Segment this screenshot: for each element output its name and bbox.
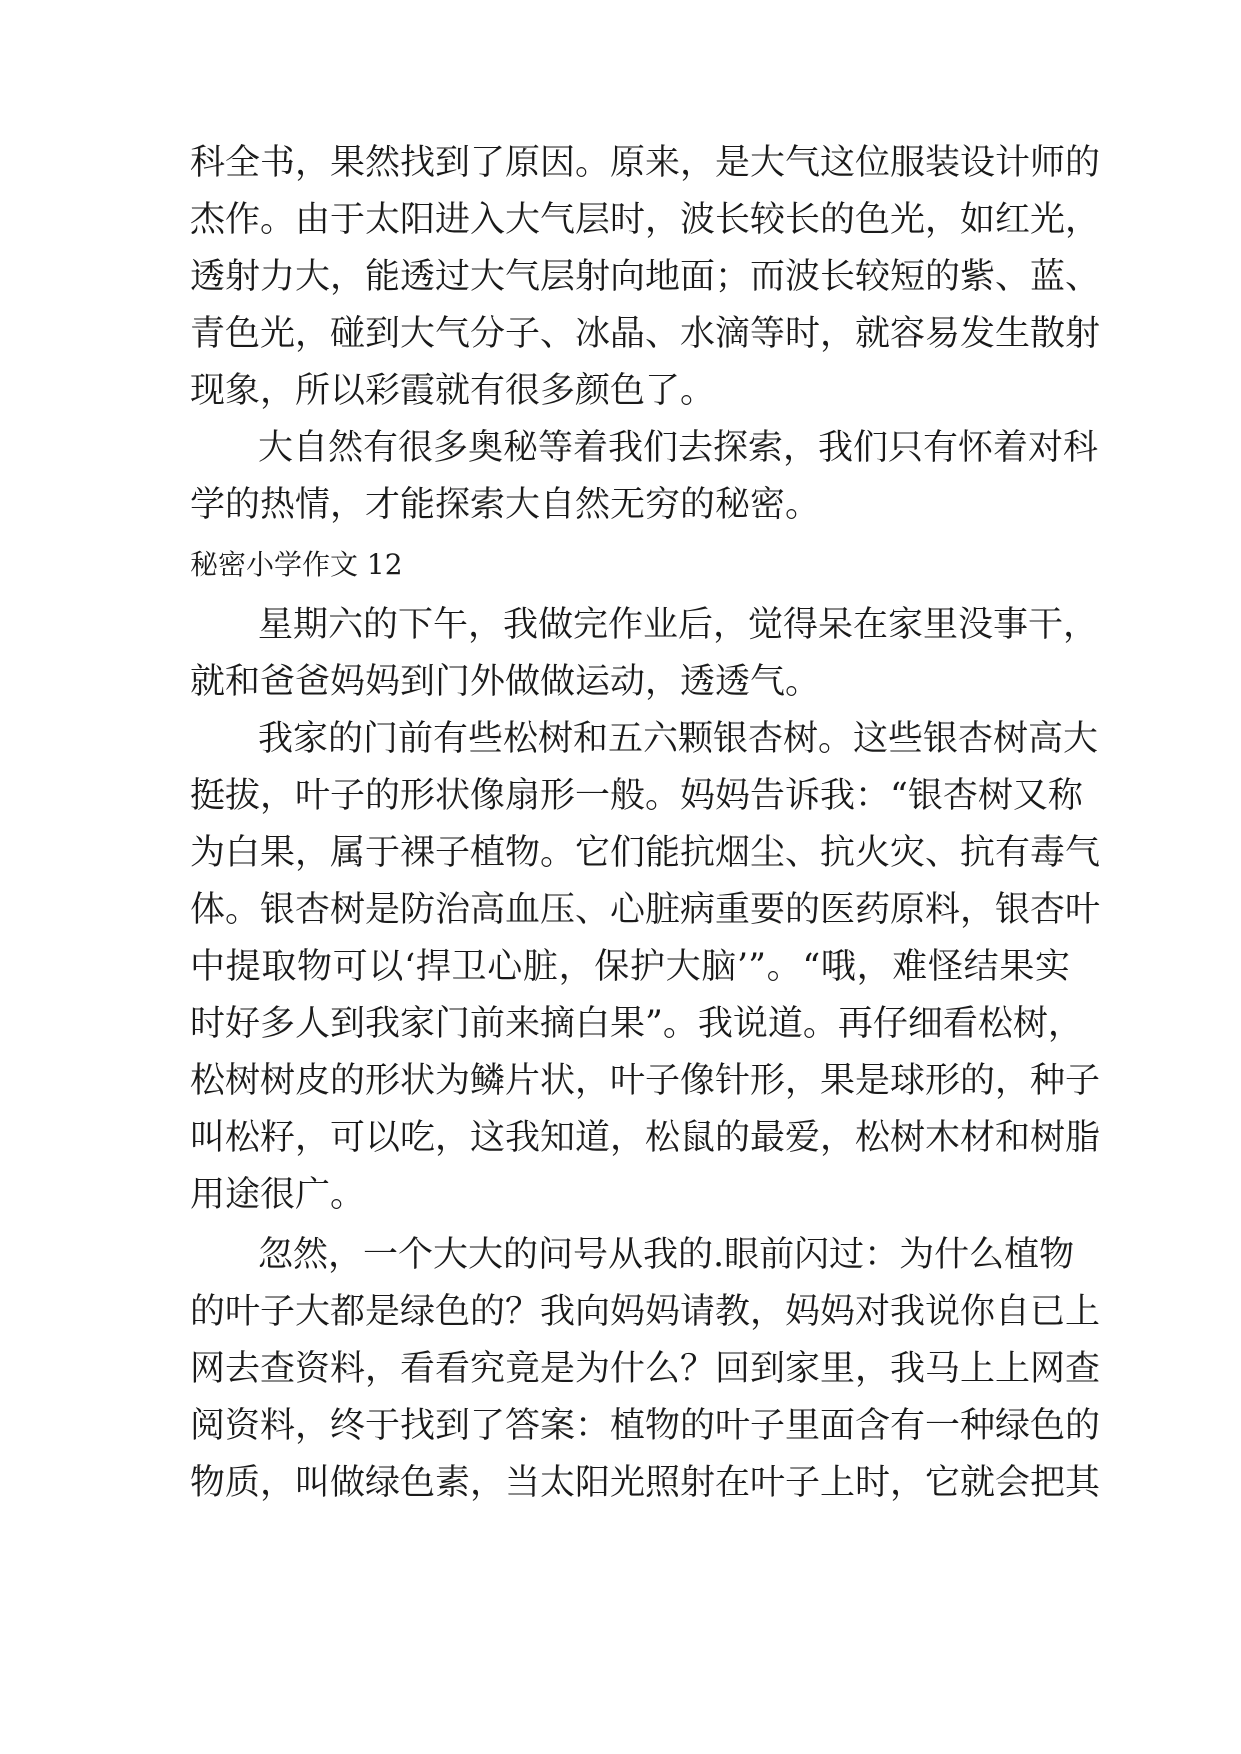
body-line: 就和爸爸妈妈到门外做做运动，透透气。 (190, 662, 821, 702)
body-line: 为白果，属于裸子植物。它们能抗烟尘、抗火灾、抗有毒气 (190, 833, 1101, 873)
essay-title: 秘密小学作文 12 (190, 548, 403, 581)
body-line: 透射力大，能透过大气层射向地面；而波长较短的紫、蓝、 (190, 257, 1101, 297)
paragraph-first-line: 忽然，一个大大的问号从我的.眼前闪过：为什么植物 (258, 1235, 1075, 1275)
body-line: 青色光，碰到大气分子、冰晶、水滴等时，就容易发生散射 (190, 314, 1101, 354)
body-line: 阅资料，终于找到了答案：植物的叶子里面含有一种绿色的 (190, 1406, 1101, 1446)
paragraph-first-line: 我家的门前有些松树和五六颗银杏树。这些银杏树高大 (258, 719, 1099, 759)
body-line: 体。银杏树是防治高血压、心脏病重要的医药原料，银杏叶 (190, 890, 1101, 930)
body-line: 网去查资料，看看究竟是为什么？回到家里，我马上上网查 (190, 1349, 1101, 1389)
body-line: 杰作。由于太阳进入大气层时，波长较长的色光，如红光， (190, 200, 1101, 240)
body-line: 物质，叫做绿色素，当太阳光照射在叶子上时，它就会把其 (190, 1463, 1101, 1503)
body-line: 松树树皮的形状为鳞片状，叶子像针形，果是球形的，种子 (190, 1061, 1101, 1101)
body-line: 学的热情，才能探索大自然无穷的秘密。 (190, 485, 821, 525)
body-line: 科全书，果然找到了原因。原来，是大气这位服装设计师的 (190, 143, 1101, 183)
body-line: 挺拔，叶子的形状像扇形一般。妈妈告诉我：“银杏树又称 (190, 776, 1083, 816)
paragraph-first-line: 大自然有很多奥秘等着我们去探索，我们只有怀着对科 (258, 428, 1099, 468)
body-line: 中提取物可以‘捍卫心脏，保护大脑’”。“哦，难怪结果实 (190, 947, 1070, 987)
body-line: 用途很广。 (190, 1175, 366, 1215)
body-line: 的叶子大都是绿色的？我向妈妈请教，妈妈对我说你自已上 (190, 1292, 1101, 1332)
body-line: 叫松籽，可以吃，这我知道，松鼠的最爱，松树木材和树脂 (190, 1118, 1101, 1158)
body-line: 时好多人到我家门前来摘白果”。我说道。再仔细看松树， (190, 1004, 1083, 1044)
paragraph-first-line: 星期六的下午，我做完作业后，觉得呆在家里没事干， (258, 605, 1099, 645)
body-line: 现象，所以彩霞就有很多颜色了。 (190, 371, 716, 411)
